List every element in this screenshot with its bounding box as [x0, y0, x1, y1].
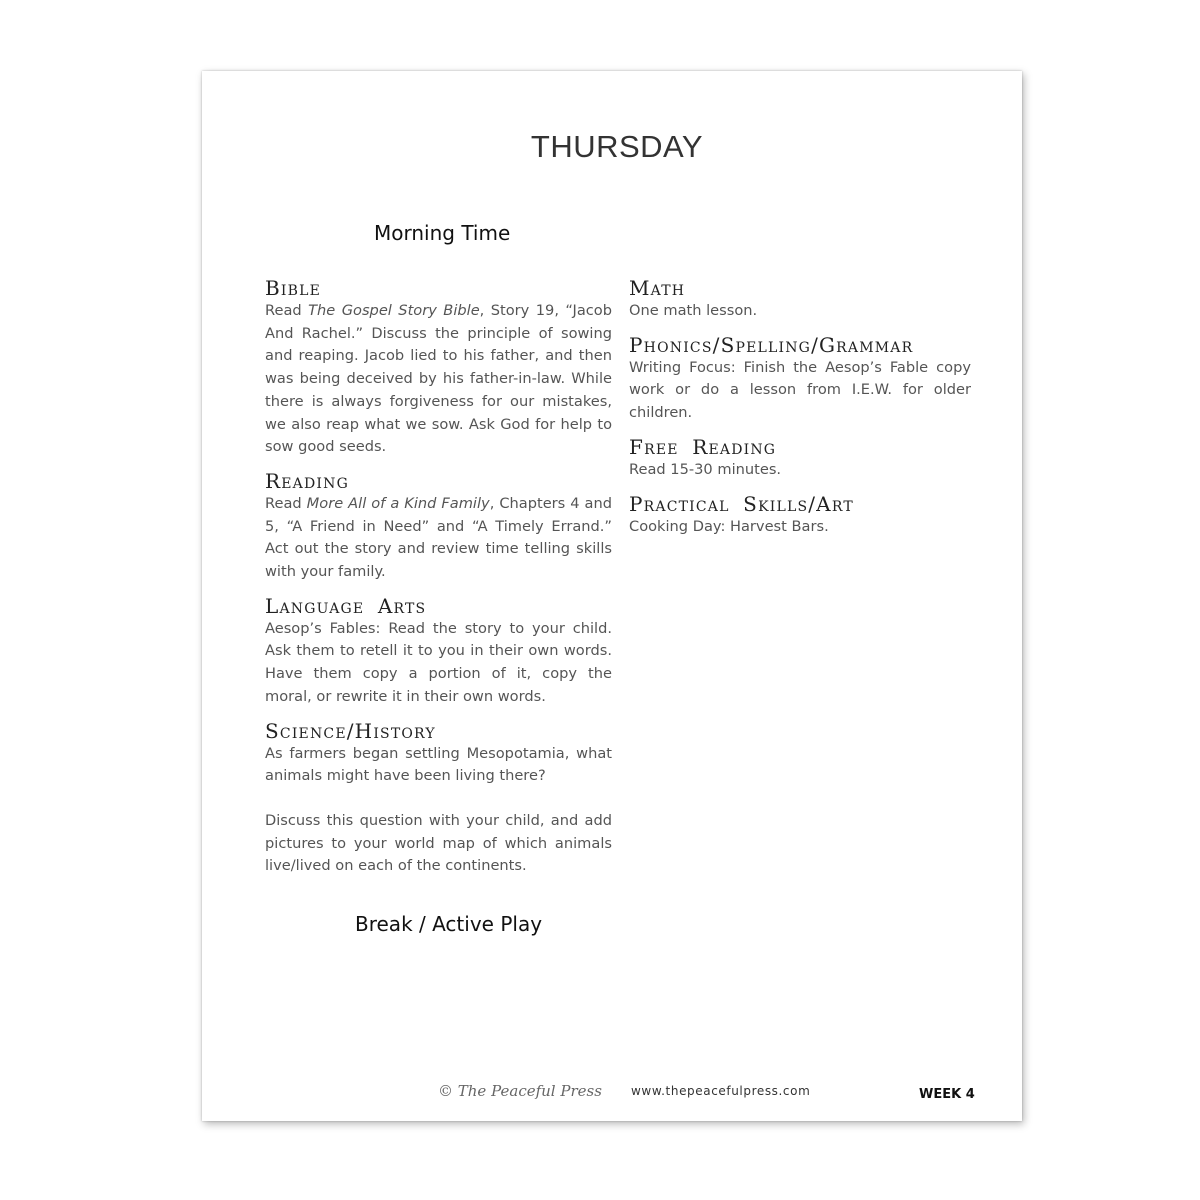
section-reading: [265, 469, 612, 584]
body-text: Read: [265, 494, 307, 512]
section-body: Aesop’s Fables: Read the story to your child. Ask them to retell it to you in their own words. Have them copy a portion of it, copy the moral, or rewrite it in their own words.: [265, 619, 612, 705]
body-text: , Chapters 4 and 5, “A Friend in Need” and “A Timely Errand.” Act out the story and review time telling skills with your family.: [265, 494, 613, 581]
section-heading: Language Arts: [265, 593, 427, 618]
section-free-reading: [629, 435, 971, 482]
section-body: One math lesson.: [629, 302, 758, 319]
section-body: Cooking Day: Harvest Bars.: [629, 517, 829, 535]
right-column: [629, 276, 971, 548]
section-heading: Math: [629, 276, 686, 300]
section-heading: Free Reading: [629, 434, 777, 459]
body-text: , Story 19, “Jacob And Rachel.” Discuss the principle of sowing and reaping. Jacob lied to his father, and then was being deceived by his father-in-law. While there is always forgiveness for our mistakes, we also reap what we sow. Ask God for help to sow good seeds.: [265, 302, 612, 456]
section-body: Read 15-30 minutes.: [629, 460, 782, 478]
section-science-history: [265, 719, 612, 879]
section-math: [629, 276, 971, 323]
section-heading: Phonics/Spelling/Grammar: [629, 332, 914, 357]
section-bible: [265, 276, 612, 459]
paragraph-gap: [265, 788, 612, 810]
section-body: [265, 493, 612, 584]
section-body: Writing Focus: Finish the Aesop’s Fable copy work or do a lesson from I.E.W. for older children.: [629, 358, 971, 422]
section-heading: Practical Skills/Art: [629, 491, 854, 516]
peaceful-press-logo: © The Peaceful Press: [438, 1082, 602, 1100]
section-heading: Bible: [265, 276, 322, 300]
section-body: [265, 300, 612, 459]
body-text: Read: [265, 302, 309, 319]
footer-url: www.thepeacefulpress.com: [631, 1084, 811, 1098]
section-body-2: Discuss this question with your child, and add pictures to your world map of which animals live/lived on each of the continents.: [265, 811, 612, 875]
break-active-play-label: Break / Active Play: [355, 912, 543, 936]
worksheet-page: [202, 71, 1022, 1121]
section-practical-skills: [629, 492, 971, 539]
section-phonics: [629, 333, 971, 425]
section-heading: Reading: [265, 468, 349, 493]
left-column: [265, 276, 612, 888]
morning-time-label: Morning Time: [374, 221, 511, 245]
week-label: WEEK 4: [919, 1087, 975, 1102]
book-title: The Gospel Story Bible: [308, 302, 480, 319]
book-title: More All of a Kind Family: [306, 494, 490, 512]
section-body: As farmers began settling Mesopotamia, what animals might have been living there?: [265, 744, 612, 785]
section-language-arts: [265, 594, 612, 709]
page-title: THURSDAY: [530, 129, 704, 164]
section-heading: Science/History: [265, 718, 436, 743]
